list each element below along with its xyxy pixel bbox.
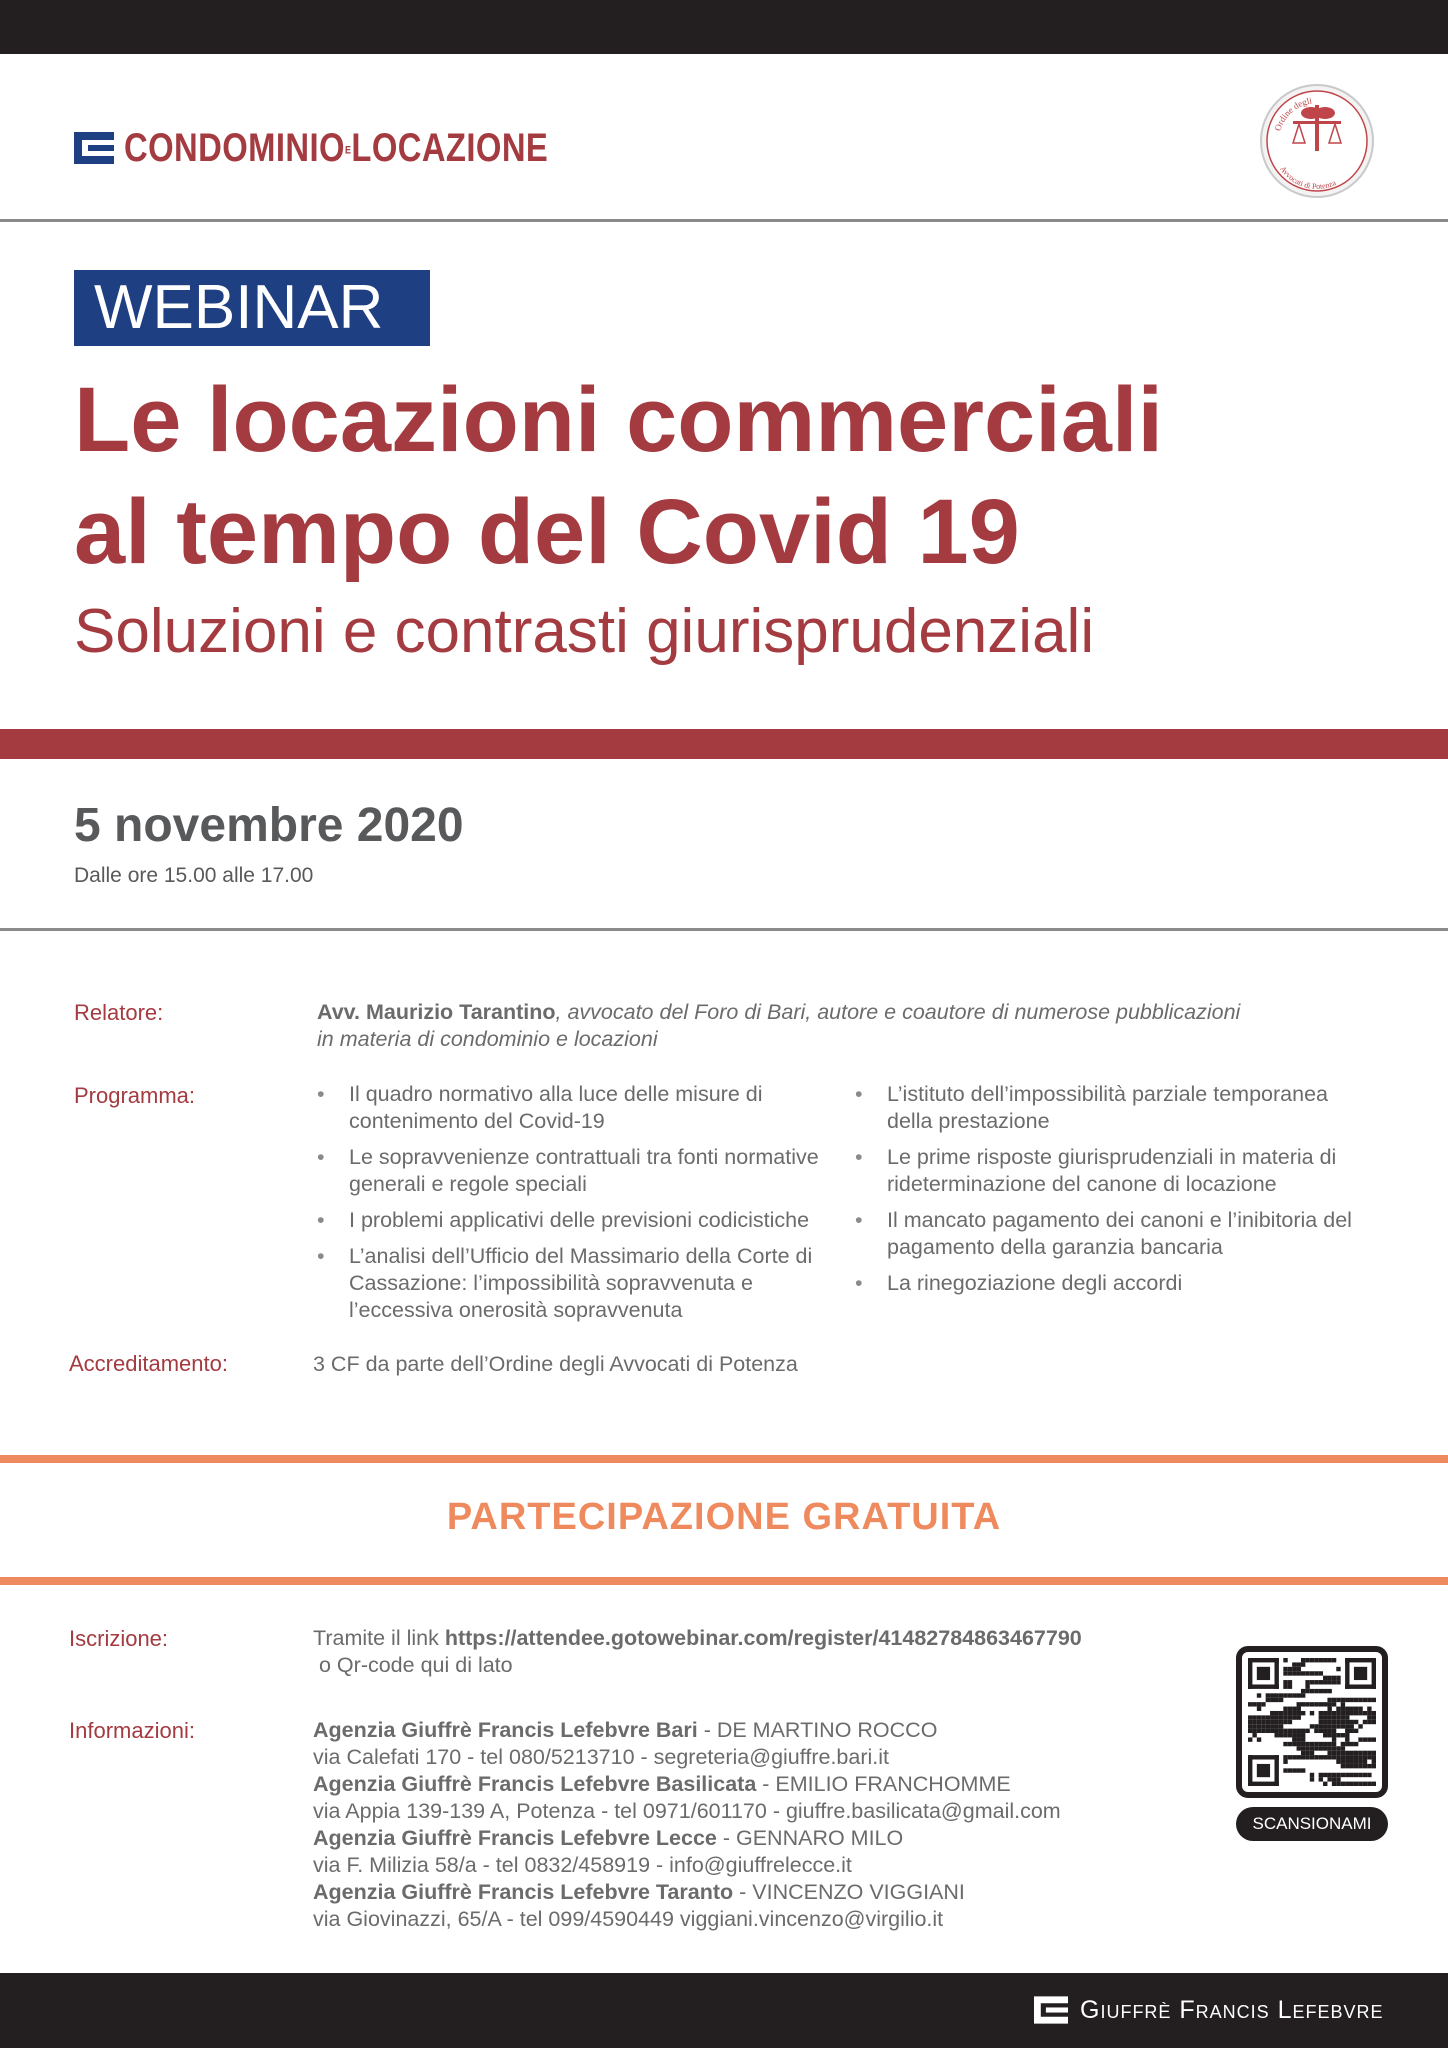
title-line-2: al tempo del Covid 19 [74, 481, 1020, 583]
publisher-name: Giuffrè Francis Lefebvre [1080, 1995, 1384, 2024]
orange-rule-bottom [0, 1577, 1448, 1585]
relatore-label: Relatore: [74, 1000, 164, 1025]
top-bar [0, 0, 1448, 54]
registration-link[interactable]: https://attendee.gotowebinar.com/register/4148278486346779​0 [444, 1626, 1082, 1650]
list-item: • L’analisi dell’Ufficio del Massimario della Corte di Cassazione: l’impossibilità sopravvenuta e l’eccessiva onerosità sopravvenuta [317, 1243, 837, 1324]
agency-entry: Agenzia Giuffrè Francis Lefebvre Taranto - VINCENZO VIGGIANI [313, 1880, 965, 1904]
qr-code-icon [1248, 1658, 1376, 1786]
agency-address: via Calefati 170 - tel 080/5213710 - segreteria@giuffre.bari.it [313, 1745, 889, 1769]
free-participation-heading: PARTECIPAZIONE GRATUITA [446, 1496, 1002, 1538]
svg-text:Ordine degli: Ordine degli [1272, 95, 1313, 133]
event-date: 5 novembre 2020 [74, 799, 464, 852]
brand-logo [74, 126, 641, 170]
footer-logo [1034, 1992, 1384, 2028]
red-band [0, 729, 1448, 759]
event-title [74, 364, 1374, 588]
bar-association-seal [1259, 83, 1375, 199]
list-item: • Il mancato pagamento dei canoni e l’inibitoria del pagamento della garanzia bancaria [855, 1207, 1375, 1261]
agency-address: via Giovinazzi, 65/A - tel 099/4590449 viggiani.vincenzo@virgilio.it [313, 1907, 944, 1931]
brand-name: CONDOMINIOELOCAZIONE [124, 125, 549, 170]
agency-entry: Agenzia Giuffrè Francis Lefebvre Bari - DE MARTINO ROCCO [313, 1718, 938, 1742]
iscrizione-text: Tramite il link https://attendee.gotowebinar.com/register/4148278486346779​0 o Qr-code qui di lato [313, 1626, 1082, 1677]
agency-entry: Agenzia Giuffrè Francis Lefebvre Lecce - GENNARO MILO [313, 1826, 904, 1850]
qr-code[interactable] [1236, 1646, 1388, 1798]
programma-label: Programma: [74, 1083, 196, 1108]
title-line-1: Le locazioni commerciali [74, 369, 1164, 471]
agency-entry: Agenzia Giuffrè Francis Lefebvre Basilicata - EMILIO FRANCHOMME [313, 1772, 1011, 1796]
webinar-badge: WEBINAR [74, 270, 430, 346]
list-item: • L’istituto dell’impossibilità parziale temporanea della prestazione [855, 1081, 1375, 1135]
orange-rule-top [0, 1455, 1448, 1463]
agency-address: via F. Milizia 58/a - tel 0832/458919 - info@giuffrelecce.it [313, 1853, 852, 1877]
svg-text:Avvocati di Potenza: Avvocati di Potenza [1278, 164, 1338, 192]
list-item: • I problemi applicativi delle previsioni codicistiche [317, 1207, 837, 1234]
accreditamento-text: 3 CF da parte dell’Ordine degli Avvocati di Potenza [313, 1352, 798, 1376]
event-time: Dalle ore 15.00 alle 17.00 [74, 864, 314, 887]
accreditamento-label: Accreditamento: [69, 1351, 228, 1376]
brand-mark-icon [74, 132, 114, 164]
relatore-text: Avv. Maurizio Tarantino, avvocato del Foro di Bari, autore e coautore di numerose pubblicazioni in materia di condominio e locazioni [317, 1000, 1241, 1051]
agencies-list [313, 1717, 1213, 1933]
event-subtitle: Soluzioni e contrasti giurisprudenziali [74, 597, 1095, 666]
list-item: • Il quadro normativo alla luce delle misure di contenimento del Covid-19 [317, 1081, 837, 1135]
agency-address: via Appia 139-139 A, Potenza - tel 0971/601170 - giuffre.basilicata@gmail.com [313, 1799, 1061, 1823]
informazioni-label: Informazioni: [69, 1718, 195, 1743]
programma-list-right [855, 1081, 1375, 1306]
speaker-name: Avv. Maurizio Tarantino [317, 1000, 556, 1024]
list-item: • La rinegoziazione degli accordi [855, 1270, 1375, 1297]
programma-list-left [317, 1081, 837, 1333]
scan-button[interactable]: SCANSIONAMI [1236, 1807, 1388, 1841]
date-divider [0, 928, 1448, 931]
iscrizione-label: Iscrizione: [69, 1626, 169, 1651]
list-item: • Le prime risposte giurisprudenziali in materia di rideterminazione del canone di locazione [855, 1144, 1375, 1198]
publisher-mark-icon [1034, 1996, 1068, 2024]
header-divider [0, 219, 1448, 222]
list-item: • Le sopravvenienze contrattuali tra fonti normative generali e regole speciali [317, 1144, 837, 1198]
